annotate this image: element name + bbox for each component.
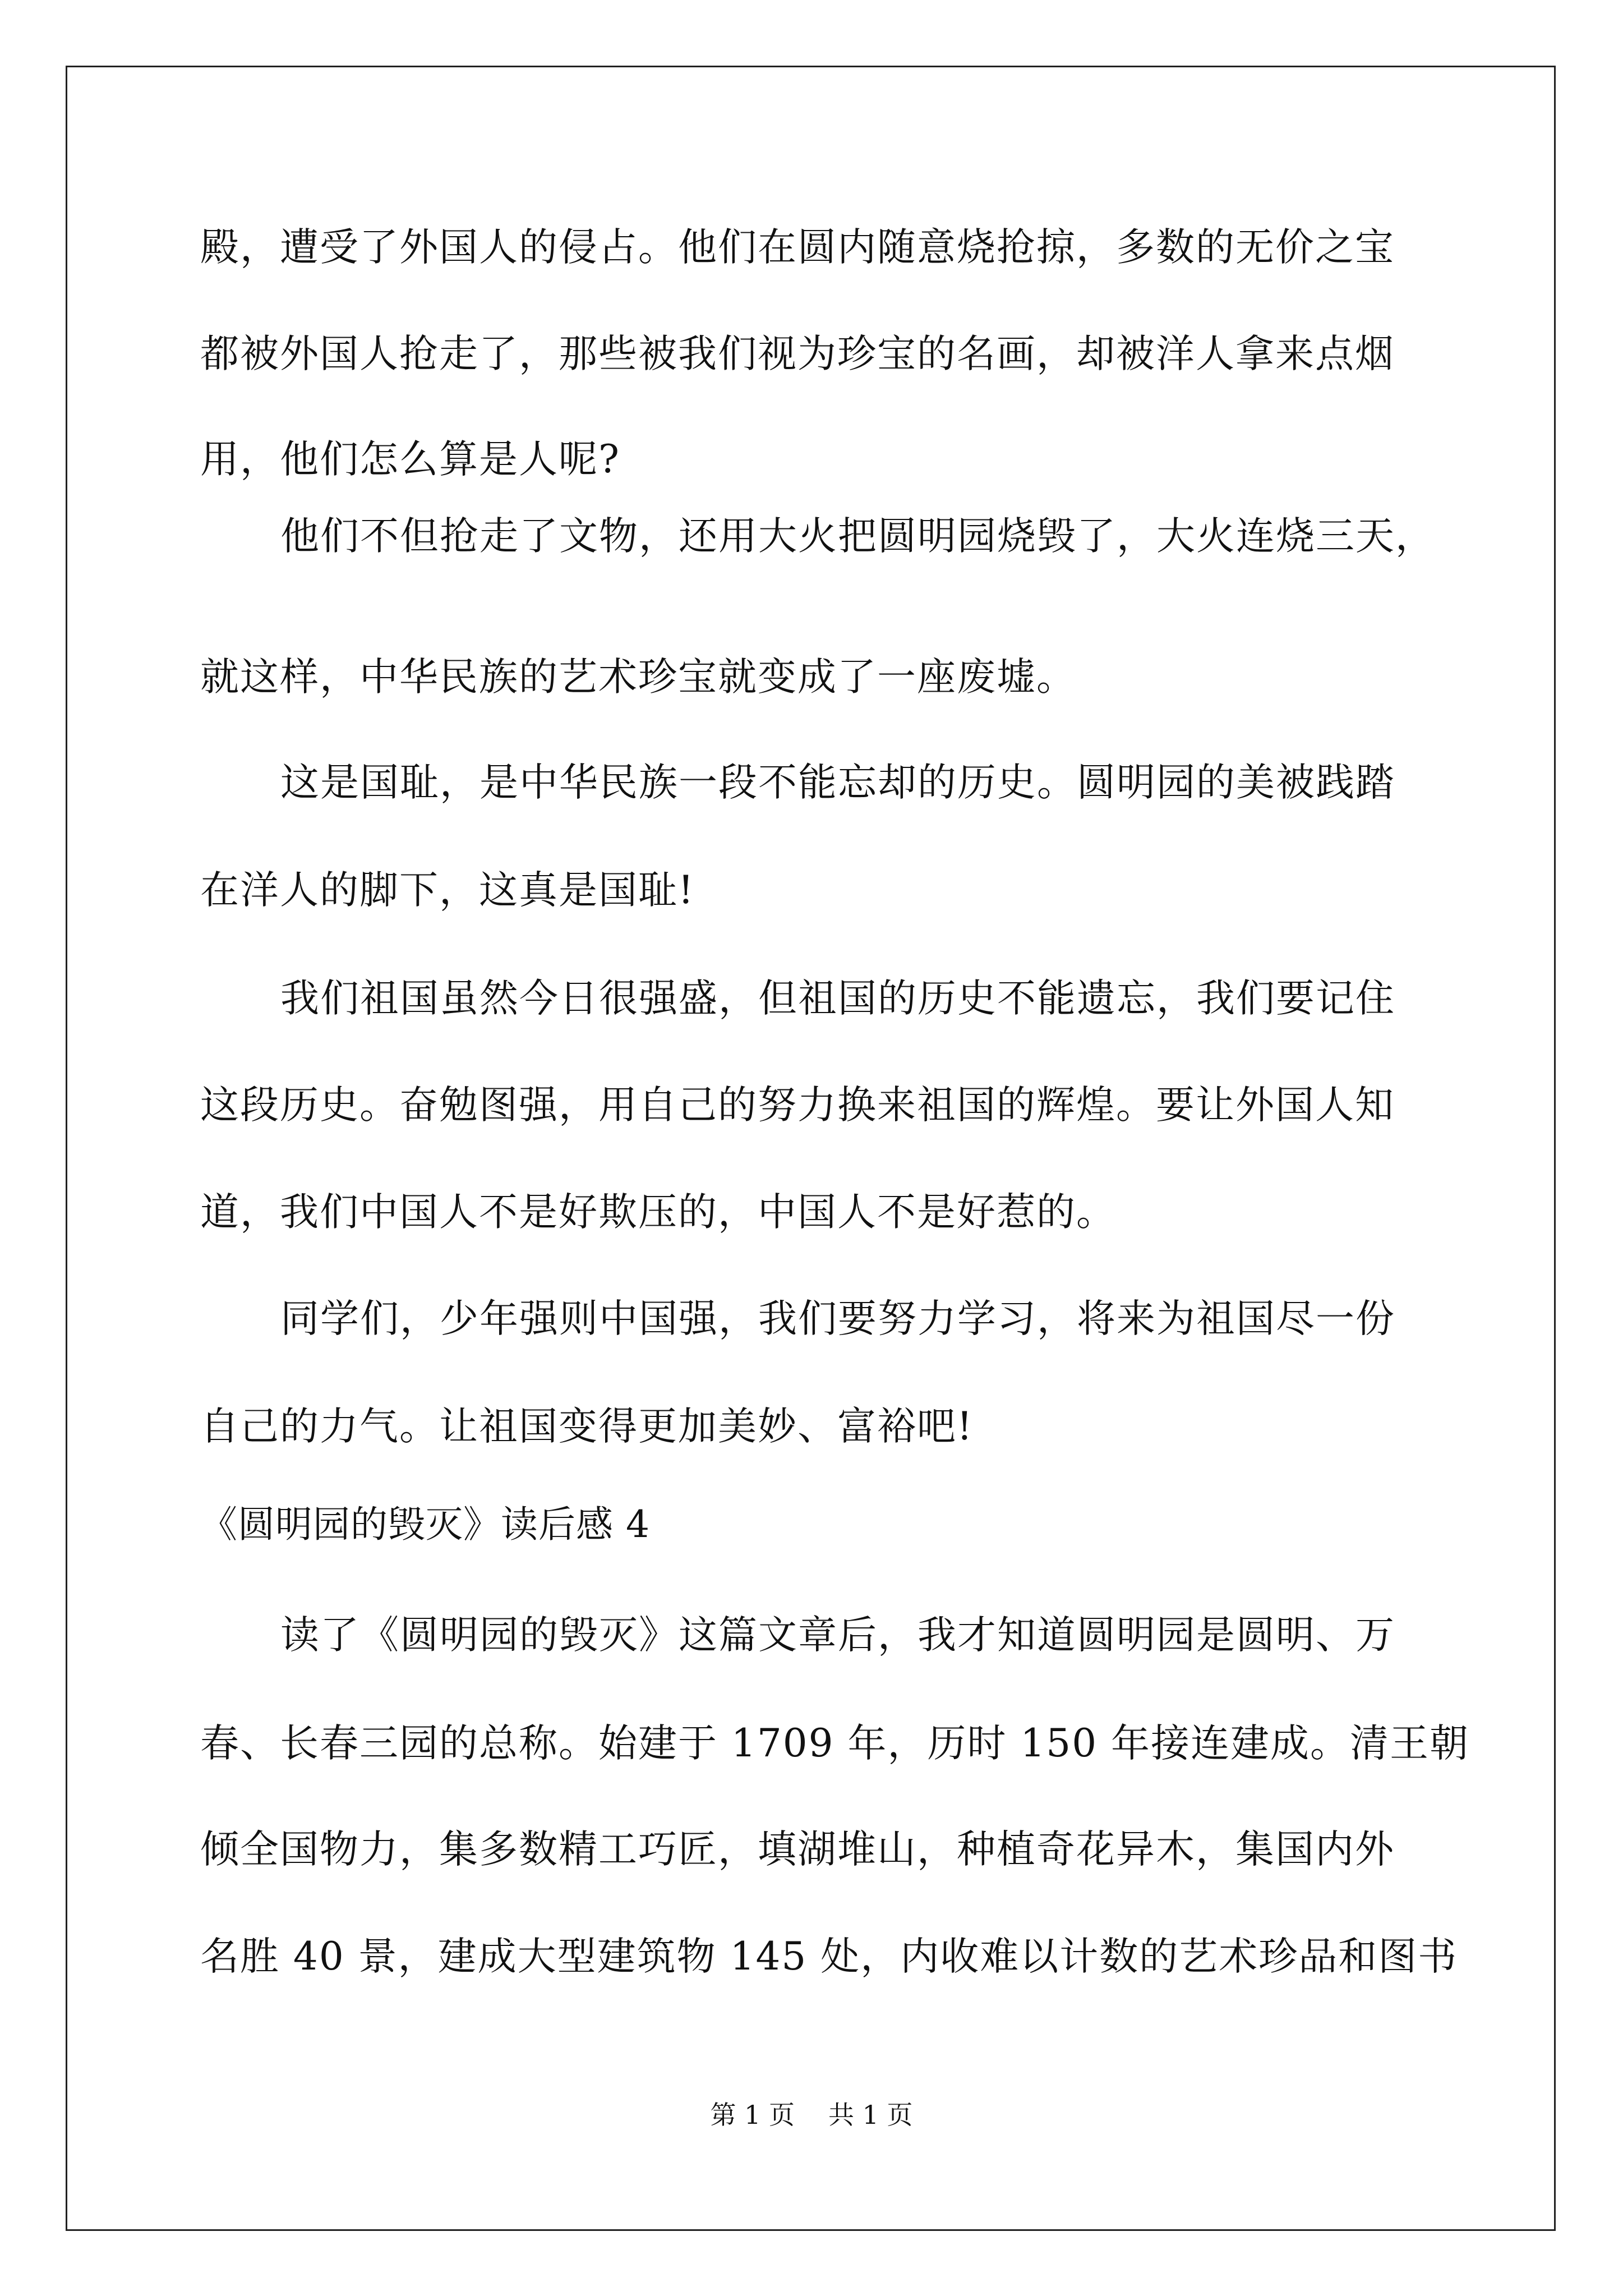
text-line: 同学们，少年强则中国强，我们要努力学习，将来为祖国尽一份 [280,1296,1395,1341]
text-line: 倾全国物力，集多数精工巧匠，填湖堆山，种植奇花异木，集国内外 [200,1827,1395,1872]
text-line: 我们祖国虽然今日很强盛，但祖国的历史不能遗忘，我们要记住 [280,976,1395,1021]
page-footer [0,2099,1623,2131]
text-line: 这是国耻，是中华民族一段不能忘却的历史。圆明园的美被践踏 [280,760,1395,805]
text-line: 这段历史。奋勉图强，用自己的努力换来祖国的辉煌。要让外国人知 [200,1083,1395,1128]
text-line: 都被外国人抢走了，那些被我们视为珍宝的名画，却被洋人拿来点烟 [200,332,1395,376]
section-heading: 《圆明园的毁灭》读后感 4 [200,1503,650,1546]
text-line: 自己的力气。让祖国变得更加美妙、富裕吧! [200,1404,974,1449]
text-line: 就这样，中华民族的艺术珍宝就变成了一座废墟。 [200,655,1076,700]
text-line: 殿，遭受了外国人的侵占。他们在圆内随意烧抢掠，多数的无价之宝 [200,225,1395,270]
text-line: 用，他们怎么算是人呢? [200,437,620,482]
text-line: 道，我们中国人不是好欺压的，中国人不是好惹的。 [200,1190,1116,1235]
page-number: 第 1 页 [710,2100,795,2130]
text-line: 读了《圆明园的毁灭》这篇文章后，我才知道圆明园是圆明、万 [280,1613,1395,1658]
text-line: 名胜 40 景，建成大型建筑物 145 处，内收难以计数的艺术珍品和图书 [200,1934,1458,1979]
text-line: 在洋人的脚下，这真是国耻! [200,868,695,913]
page-total: 共 1 页 [828,2100,913,2130]
text-line: 春、长春三园的总称。始建于 1709 年，历时 150 年接连建成。清王朝 [200,1721,1470,1766]
text-line: 他们不但抢走了文物，还用大火把圆明园烧毁了，大火连烧三天， [280,514,1435,559]
page-border [66,66,1556,2231]
